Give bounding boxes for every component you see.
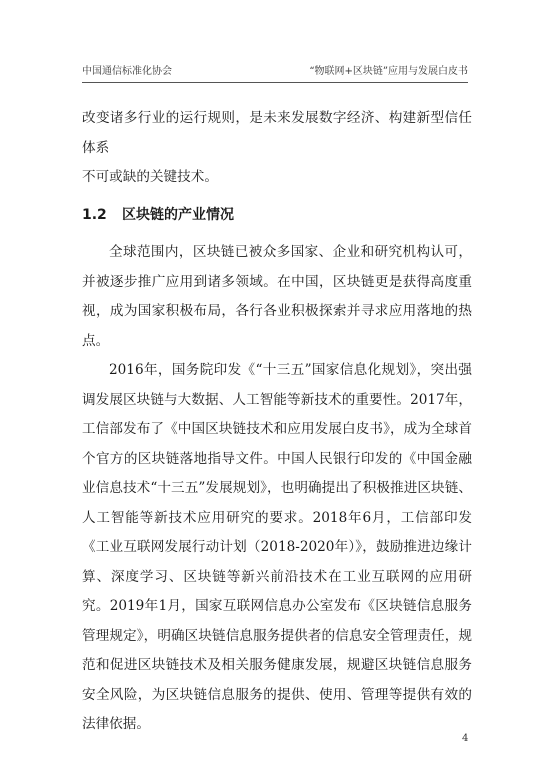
page-number: 4 bbox=[462, 733, 469, 744]
section-title: 区块链的产业情况 bbox=[122, 206, 234, 223]
page-body bbox=[82, 104, 472, 740]
paragraph-2: 2016年，国务院印发《“十三五”国家信息化规划》，突出强调发展区块链与大数据、人工智能等新技术的重要性。2017年，工信部发布了《中国区块链技术和应用发展白皮书》，成为全球首个官方的区块链落地指导文件。中国人民银行印发的《中国金融业信息技术“十三五”发展规划》，也明确提出了积极推进区块链、人工智能等新技术应用研究的要求。2018年6月，工信部印发《工业互联网发展行动计划（2018-2020年）》，鼓励推进边缘计算、深度学习、区块链等新兴前沿技术在工业互联网的应用研究。2019年1月，国家互联网信息办公室发布《区块链信息服务管理规定》，明确区块链信息服务提供者的信息安全管理责任，规范和促进区块链技术及相关服务健康发展，规避区块链信息服务安全风险，为区块链信息服务的提供、使用、管理等提供有效的法律依据。 bbox=[82, 362, 472, 732]
intro-line-1: 改变诸多行业的运行规则，是未来发展数字经济、构建新型信任体系 bbox=[82, 110, 472, 156]
paragraph-1: 全球范围内，区块链已被众多国家、企业和研究机构认可，并被逐步推广应用到诸多领域。在中国，区块链更是获得高度重视，成为国家积极布局，各行各业积极探索并寻求应用落地的热点。 bbox=[82, 244, 472, 349]
section-heading bbox=[82, 201, 472, 231]
header-organization: 中国通信标准化协会 bbox=[82, 66, 172, 77]
header-divider bbox=[82, 82, 468, 83]
running-header bbox=[82, 62, 468, 80]
section-number: 1.2 bbox=[82, 206, 107, 223]
intro-line-2: 不可或缺的关键技术。 bbox=[82, 169, 218, 185]
header-document-title: “物联网+区块链”应用与发展白皮书 bbox=[309, 66, 468, 77]
